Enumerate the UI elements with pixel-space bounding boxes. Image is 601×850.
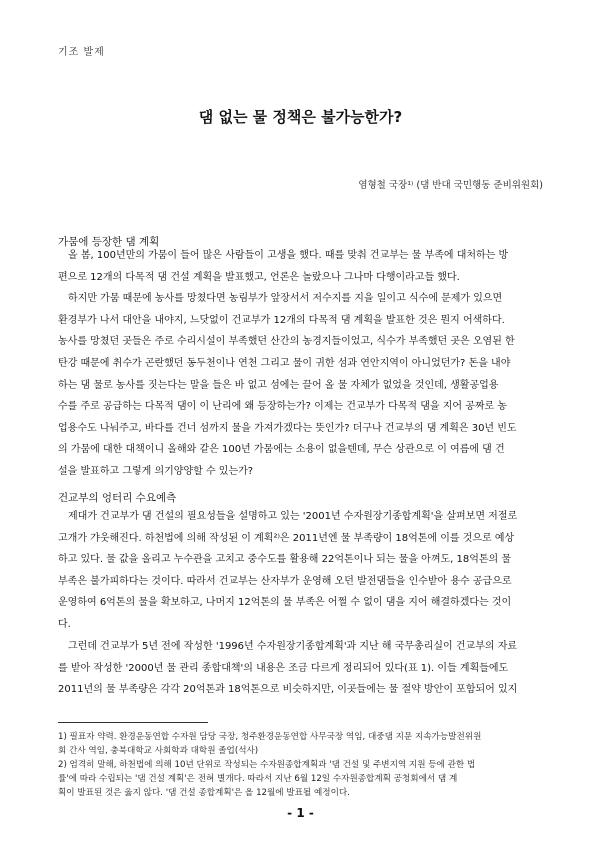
text-line: 그런데 건교부가 5년 전에 작성한 '1996년 수자원장기종합계획'과 지난 해 국무총리실이 건교부의 자료 xyxy=(68,641,518,652)
text-line: 제대가 건교부가 댐 건설의 필요성들을 설명하고 있는 '2001년 수자원장기종합계획'을 살펴보면 저절로 xyxy=(68,511,518,522)
section-3-body xyxy=(58,636,542,701)
text-line: 하는 댐 물로 농사를 짓는다는 말을 들은 바 없고 섬에는 끌어 올 물 자체가 없었을 것인데, 생활공업용 xyxy=(58,379,499,391)
text-line: 를 받아 작성한 '2000년 물 관리 종합대책'의 내용은 조금 다르게 정리되어 있다(표 1). 이들 계획들에도 xyxy=(58,662,509,674)
section-heading-1: 가뭄에 등장한 댐 계획 xyxy=(58,236,160,248)
text-line: 의 가뭄에 대한 대책이니 올해와 같은 100년 가뭄에는 소용이 없을텐데, 무슨 상관으로 이 여름에 댐 건 xyxy=(58,444,505,456)
footnote-line: 2) 엄격히 말해, 하천법에 의해 10년 단위로 작성되는 수자원종합계획과 '댐 건설 및 주변지역 지원 등에 관한 법 xyxy=(58,760,476,770)
section-2-body xyxy=(58,506,542,636)
author-line: 염형철 국장¹⁾ (댐 반대 국민행동 준비위원회) xyxy=(358,180,543,191)
footnote-divider xyxy=(58,722,208,723)
text-line: 업용수도 나눠주고, 바다를 건너 섬까지 물을 가져가겠다는 뜻인가? 더구나 건교부의 댐 계획은 30년 빈도 xyxy=(58,422,517,434)
footnote-line: 획이 발표된 것은 옳지 않다. '댐 건설 종합계획'은 올 12월에 발표될 예정이다. xyxy=(58,788,350,798)
text-line: 2011년의 물 부족량은 각각 20억톤과 18억톤으로 비슷하지만, 이곳들에는 물 절약 방안이 포함되어 있지 xyxy=(58,684,518,696)
text-line: 탄강 때문에 취수가 곤란했던 동두천이나 연천 그리고 물이 귀한 섬과 연안지역이 아니었던가? 돈을 내야 xyxy=(58,357,511,369)
text-line: 하고 있다. 물 값을 올리고 누수관을 고치고 중수도를 활용해 22억톤이나 되는 물을 아껴도, 18억톤의 물 xyxy=(58,554,512,566)
section-1-body xyxy=(58,245,542,483)
text-line: 하지만 가뭄 때문에 농사를 망쳤다면 농림부가 앞장서서 저수지를 지을 일이고 식수에 문제가 있으면 xyxy=(68,293,503,305)
text-line: 수를 주로 공급하는 다목적 댐이 이 난리에 왜 등장하는가? 이제는 건교부가 다목적 댐을 지어 공짜로 농 xyxy=(58,401,508,413)
footnote-2 xyxy=(58,758,544,800)
text-line: 부족은 불가피하다는 것이다. 따라서 건교부는 산자부가 운영해 오던 발전댐들을 인수받아 용수 공급으로 xyxy=(58,575,512,587)
footnote-1 xyxy=(58,730,544,758)
header-label: 기조 발제 xyxy=(58,47,105,58)
section-heading-2: 건교부의 엉터리 수요예측 xyxy=(58,492,177,504)
text-line: 올 봄, 100년만의 가뭄이 들어 많은 사람들이 고생을 했다. 때를 맞춰 건교부는 물 부족에 대처하는 방 xyxy=(68,250,509,261)
footnote-line: 률'에 따라 수립되는 '댐 건설 계획'은 전혀 별개다. 따라서 지난 6월 12일 수자원종합계획 공청회에서 댐 계 xyxy=(58,774,458,784)
text-line: 운영하여 6억톤의 물을 확보하고, 나머지 12억톤의 물 부족은 어쩔 수 없이 댐을 지어 해결하겠다는 것이 xyxy=(58,597,512,609)
page-title: 댐 없는 물 정책은 불가능한가? xyxy=(198,108,403,126)
text-line: 환경부가 나서 대안을 내야지, 느닷없이 건교부가 12개의 다목적 댐 계획을 발표한 것은 뭔지 어색하다. xyxy=(58,314,505,326)
footnote-line: 1) 필표자 약력. 환경운동연합 수자원 담당 국장, 청주환경운동연합 사무국장 역임, 대중댐 지문 지속가능발전위원 xyxy=(58,732,482,742)
text-line: 고개가 갸웃해진다. 하천법에 의해 작성된 이 계획²⁾은 2011년엔 물 부족량이 18억톤에 이를 것으로 예상 xyxy=(58,532,515,544)
text-line: 다. xyxy=(58,618,71,630)
page-number: - 1 - xyxy=(287,806,314,820)
text-line: 설을 발표하고 그렇게 의기양양할 수 있는가? xyxy=(58,465,254,477)
text-line: 농사를 망쳤던 곳들은 주로 수리시설이 부족했던 산간의 농경지들이었고, 식수가 부족했던 곳은 오염된 한 xyxy=(58,336,515,348)
text-line: 편으로 12개의 다목적 댐 건설 계획을 발표했고, 언론은 놀랐으나 그나마 다행이라고들 했다. xyxy=(58,271,460,283)
footnote-line: 회 간사 역임, 충북대학교 사회학과 대학원 졸업(석사) xyxy=(58,746,259,756)
